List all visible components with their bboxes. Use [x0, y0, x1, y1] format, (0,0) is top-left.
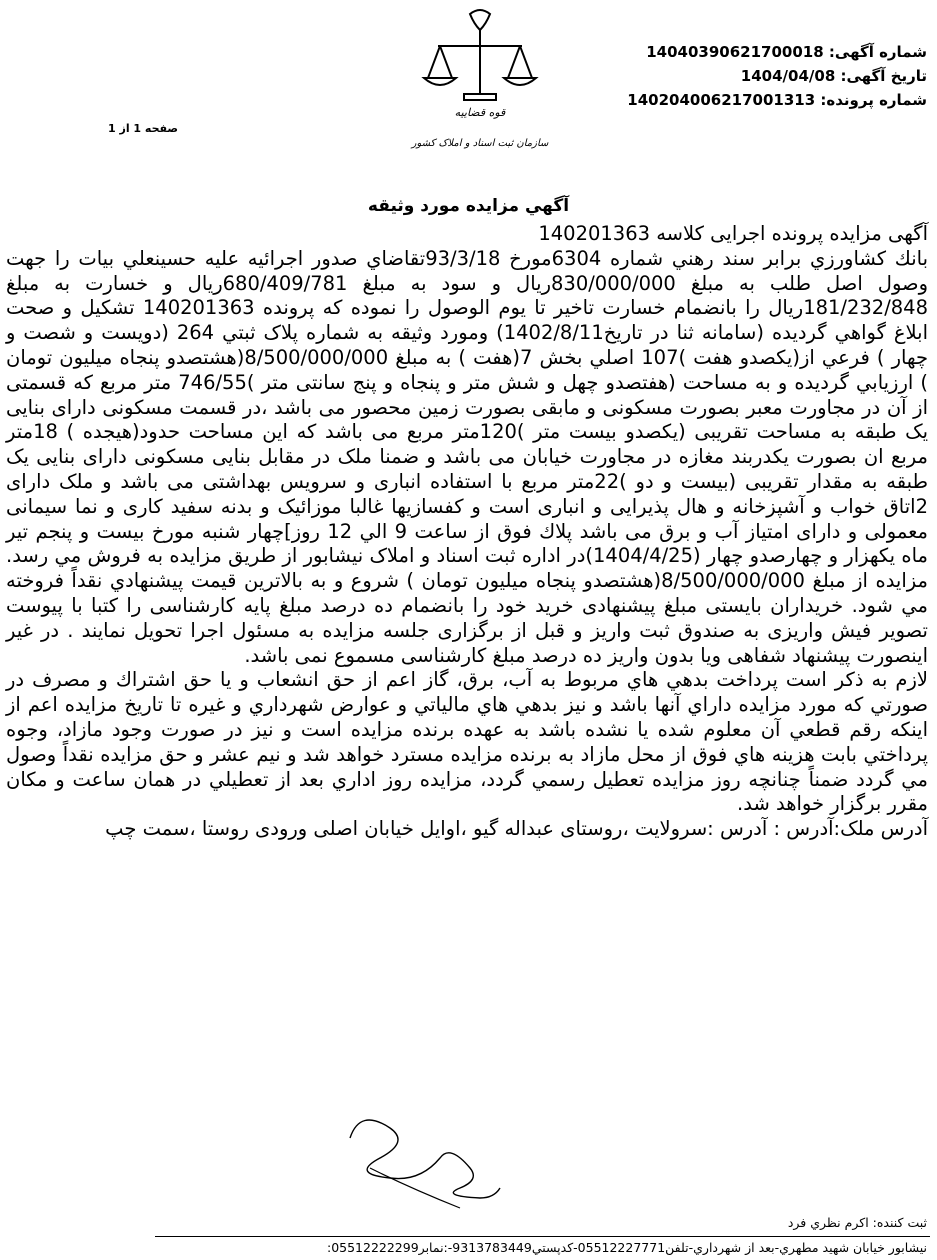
page-title: آگهي مزايده مورد وثيقه [367, 196, 570, 216]
ad-date: 1404/04/08 [740, 67, 836, 85]
notice-paragraph-main: بانك كشاورزي برابر سند رهني شماره 6304مورخ 93/3/18تقاضاي صدور اجرائيه عليه حسينعلي بيات را جهت وصول اصل طلب به مبلغ 830/000/000ريال و سود به مبلغ 680/409/781ريال و خسارت به مبلغ 181/232/848ريال را بانضمام خسارت تاخير تا يوم الوصول را نموده كه پرونده 140201363 تشكيل و صحت ابلاغ گواهي گرديده (سامانه ثنا در تاريخ1402/8/11) ومورد وثيقه به شماره پلاک ثبتي 264 (دويست و شصت و چهار ) فرعي از(يكصدو هفت )107 اصلي بخش 7(هفت ) به مبلغ 8/500/000/000(هشتصدو پنجاه ميليون تومان ) ارزيابي گرديده و به مساحت (هفتصدو چهل و شش متر و پنجاه و پنج سانتی متر )746/55 متر مربع كه قسمتی از آن در مجاورت معبر بصورت مسکونی و مابقی بصورت زمین محصور می باشد ،در قسمت مسکونی دارای بنایی یک طبقه به مساحت تقریبی (یکصدو بیست متر )120متر مربع می باشد که این مساحت حدود(هیجده ) 18متر مربع ان بصورت یکدربند مغازه در مجاورت خیابان می باشد و ضمنا ملک در مقابل بنایی مسکونی دارای بنایی یک طبقه به مقدار تقریبی (بیست و دو )22متر مربع با استفاده انباری و سرویس بهداشتی می باشد و ملک دارای 2اتاق خواب و آشپزخانه و هال پذیرایی و انباری است و کفسازیها غالبا موزائیک و بدنه سفید کاری و نما سیمانی معمولی و دارای امتیاز آب و برق می باشد پلاك فوق از ساعت 9 الي 12 روز]چهار شنبه مورخ بیست و پنجم تیر ماه یکهزار و چهارصدو چهار (1404/4/25)در اداره ثبت اسناد و املاک نیشابور از طريق مزايده به فروش مي رسد. مزايده از مبلغ 8/500/000/000(هشتصدو پنجاه ميليون تومان ) شروع و به بالاترين قيمت پيشنهادي نقداً فروخته مي شود. خریداران بایستی مبلغ پیشنهادی خرید خود را بانضمام ده درصد مبلغ پایه کارشناسی را کتبا با پیوست تصویر فیش واریزی به صندوق ثبت واریز و قبل از برگزاری جلسه مزایده به مسئول اجرا تحویل نمایند . در غیر اینصورت پیشنهاد شفاهی ویا بدون واریز ده درصد مبلغ کارشناسی مسموع نمی باشد. [6, 246, 929, 667]
page-label: صفحه 1 از 1 [108, 122, 179, 135]
registrar-name: اكرم نظري فرد [787, 1215, 869, 1230]
case-number-label: شماره پرونده: [820, 91, 927, 109]
emblem-caption-2: سازمان ثبت اسناد و املاک کشور [411, 138, 549, 149]
case-number-row [567, 88, 927, 112]
registrar-label: ثبت كننده: [872, 1215, 927, 1230]
handwritten-signature-icon [330, 1098, 520, 1218]
case-number: 140204006217001313 [627, 91, 816, 109]
judiciary-emblem-icon [400, 4, 560, 159]
footer-divider [155, 1236, 930, 1237]
ad-meta [567, 40, 927, 112]
ad-date-row [567, 64, 927, 88]
ad-number: 14040390621700018 [646, 43, 824, 61]
registrar-row [27, 1214, 927, 1232]
ad-number-label: شماره آگهی: [828, 43, 927, 61]
footer [27, 1214, 927, 1238]
notice-paragraph-terms: لازم به ذكر است پرداخت بدهي هاي مربوط به آب، برق، گاز اعم از حق انشعاب و يا حق اشتراك و مصرف در صورتي كه مورد مزايده داراي آنها باشد و نيز بدهي هاي مالياتي و عوارض شهرداري و غيره تا تاريخ مزايده اعم از اينكه رقم قطعي آن معلوم شده يا نشده باشد به عهده برنده مزايده است و نيز در صورت وجود مازاد، وجوه پرداختي بابت هزينه هاي فوق از محل مازاد به برنده مزايده مسترد خواهد شد و نيم عشر و حق مزايده نقداً وصول مي گردد ضمناً چنانچه روز مزايده تعطيل رسمي گردد، مزايده روز اداري بعد از تعطيلي در همان ساعت و مكان مقرر برگزار خواهد شد. [6, 668, 928, 816]
office-address: نيشابور خيابان شهيد مطهري-بعد از شهرداري-تلفن05512227771-كدپستي9313783449-:نمابر05512222299: [326, 1240, 927, 1255]
notice-body [6, 222, 928, 842]
emblem-caption-1: قوه قضاییه [454, 106, 506, 119]
ad-date-label: تاریخ آگهی: [840, 67, 927, 85]
ad-number-row [567, 40, 927, 64]
notice-paragraph-address: آدرس ملک:آدرس : آدرس :سرولایت ،روستای عبداله گیو ،اوایل خیابان اصلی ورودی روستا ،سمت چپ [105, 817, 928, 841]
notice-paragraph-case: آگهی مزایده پرونده اجرایی کلاسه 140201363 [538, 222, 928, 245]
